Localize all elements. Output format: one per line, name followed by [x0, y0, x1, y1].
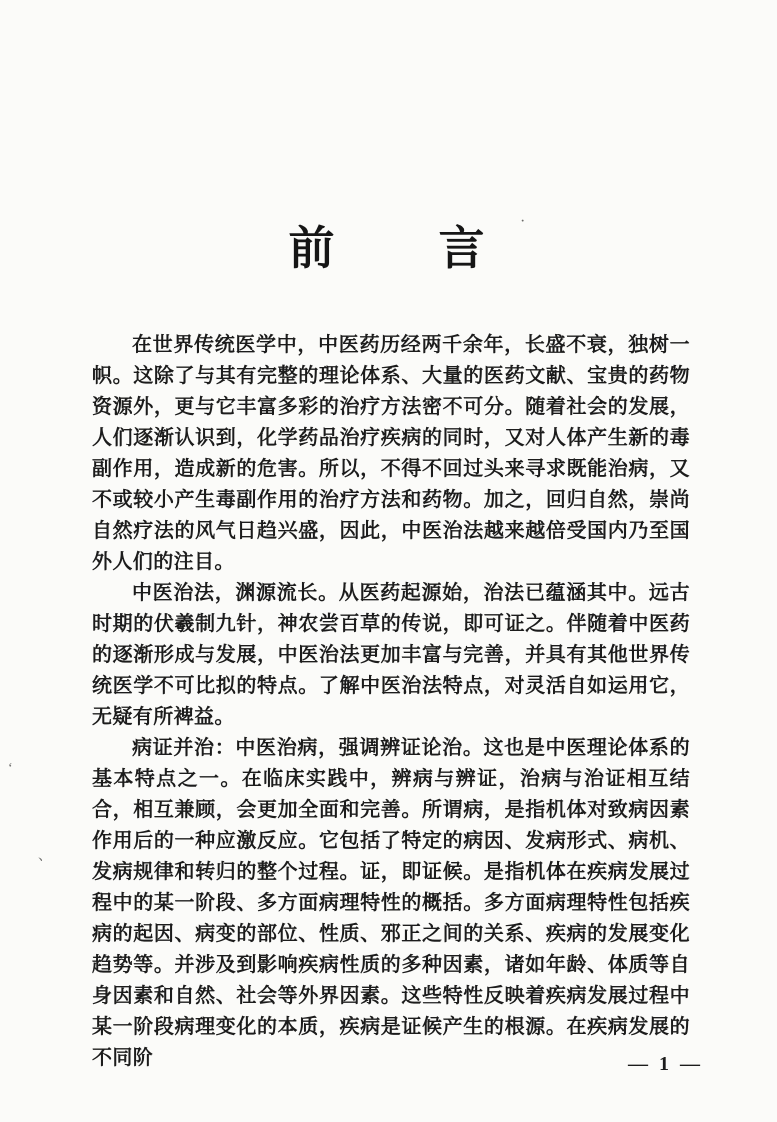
page-title: 前 言: [288, 223, 489, 274]
scan-artifact-tick: ʻ: [8, 761, 13, 776]
paragraph-2: 中医治法，渊源流长。从医药起源始，治法已蕴涵其中。远古时期的伏羲制九针，神农尝百草的传说，即可证之。伴随着中医药的逐渐形成与发展，中医治法更加丰富与完善，并具有其他世界传统医学不可比拟的特点。了解中医治法特点，对灵活自如运用它，无疑有所裨益。: [92, 582, 690, 728]
page-number: — 1 —: [628, 1053, 703, 1075]
paragraph-1: 在世界传统医学中，中医药历经两千余年，长盛不衰，独树一帜。这除了与其有完整的理论体系、大量的医药文献、宝贵的药物资源外，更与它丰富多彩的治疗方法密不可分。随着社会的发展，人们逐渐认识到，化学药品治疗疾病的同时，又对人体产生新的毒副作用，造成新的危害。所以，不得不回过头来寻求既能治病，又不或较小产生毒副作用的治疗方法和药物。加之，回归自然，崇尚自然疗法的风气日趋兴盛，因此，中医治法越来越倍受国内乃至国外人们的注目。: [92, 334, 690, 573]
scan-artifact-dot: ·: [520, 213, 526, 230]
paragraph-3: 病证并治：中医治病，强调辨证论治。这也是中医理论体系的基本特点之一。在临床实践中，辨病与辨证，治病与治证相互结合，相互兼顾，会更加全面和完善。所谓病，是指机体对致病因素作用后的一种应激反应。它包括了特定的病因、发病形式、病机、发病规律和转归的整个过程。证，即证候。是指机体在疾病发展过程中的某一阶段、多方面病理特性的概括。多方面病理特性包括疾病的起因、病变的部位、性质、邪正之间的关系、疾病的发展变化趋势等。并涉及到影响疾病性质的多种因素，诸如年龄、体质等自身因素和自然、社会等外界因素。这些特性反映着疾病发展过程中某一阶段病理变化的本质，疾病是证候产生的根源。在疾病发展的不同阶: [92, 737, 690, 1069]
scan-artifact-comma: 、: [38, 849, 52, 864]
preface-body: [92, 330, 690, 1074]
